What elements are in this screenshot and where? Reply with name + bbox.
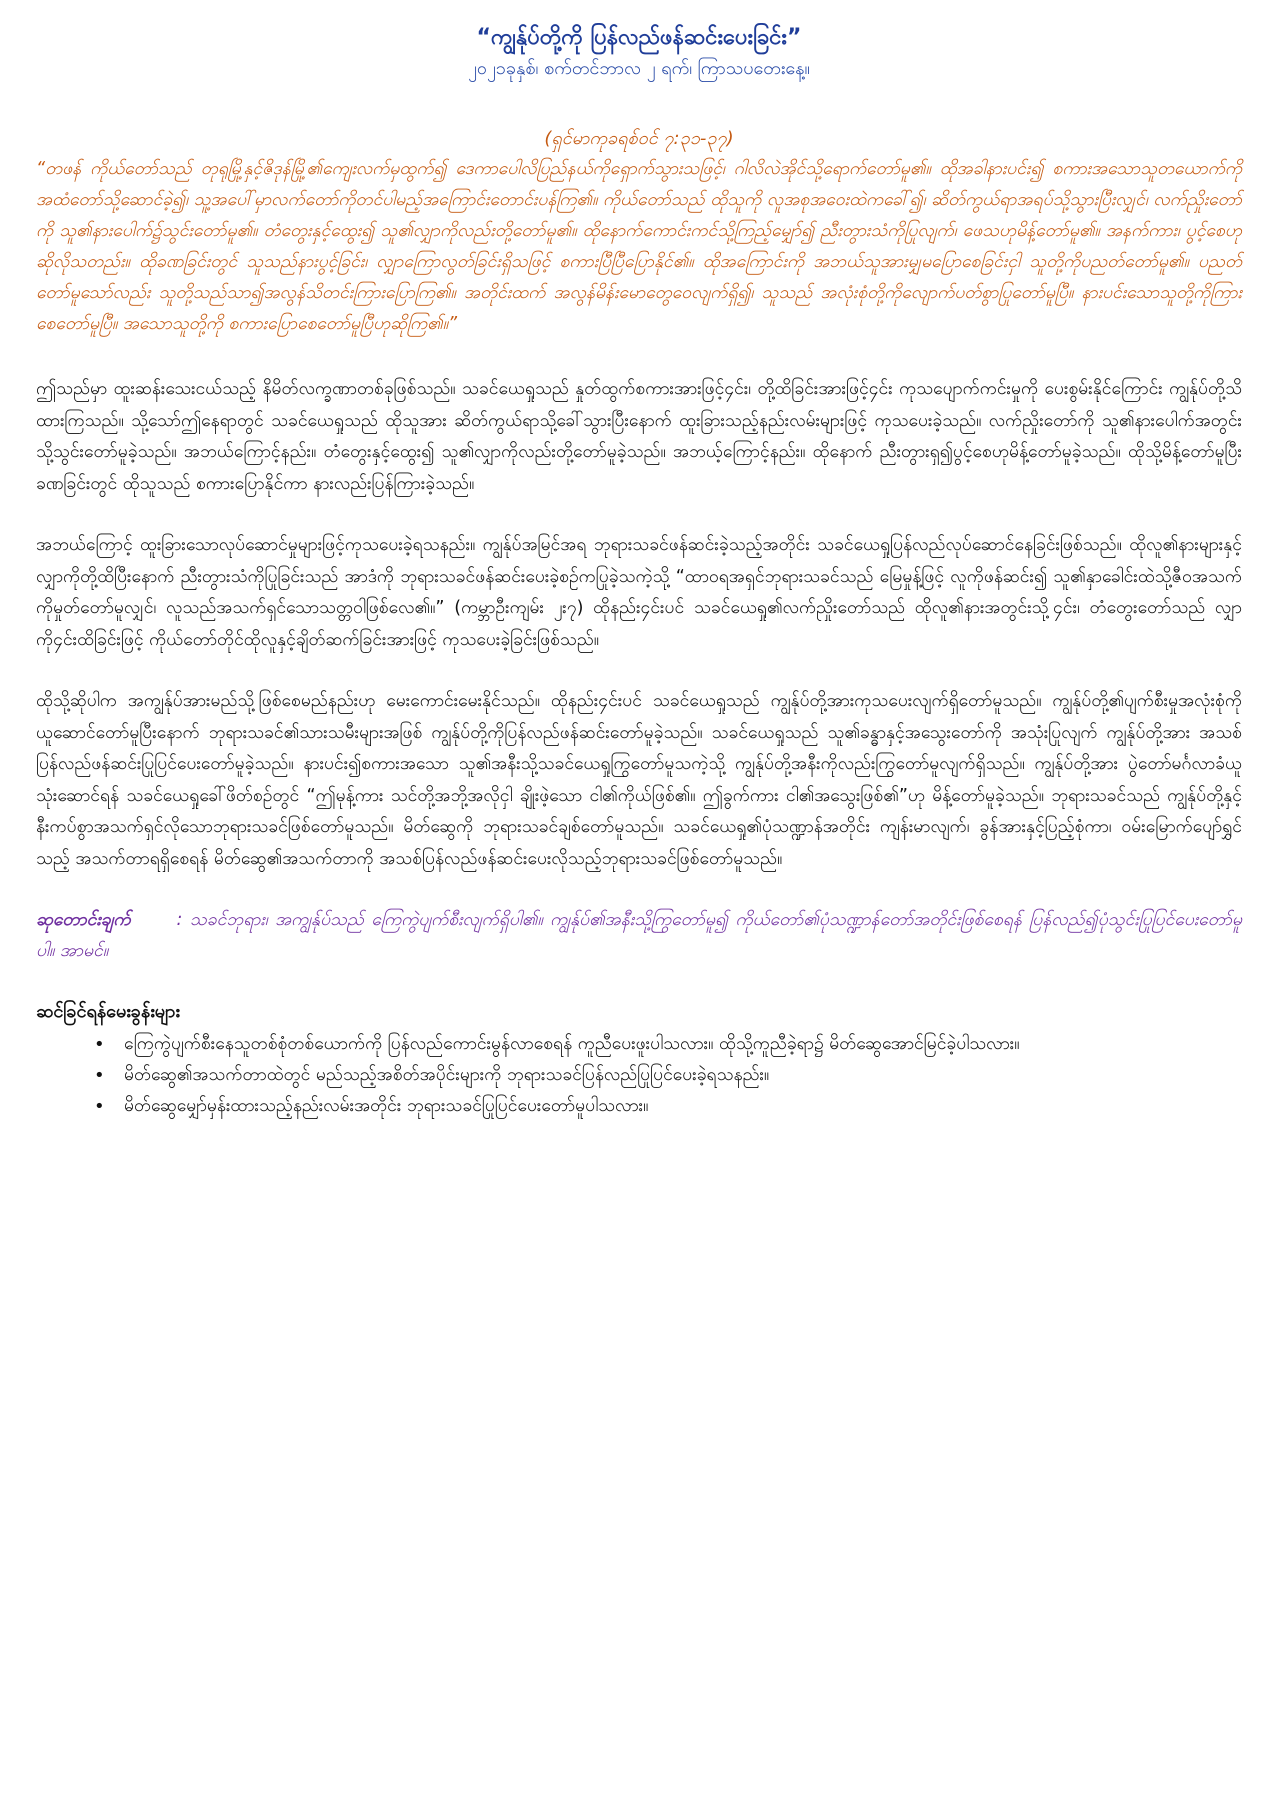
question-text: ကြေကွဲပျက်စီးနေသူတစ်စုံတစ်ယောက်ကို ပြန်လည်ကောင်းမွန်လာစေရန် ကူညီပေးဖူးပါသလား။ ထိုသို့ကူညီခဲ့ရာ၌ မိတ်ဆွေအောင်မြင်ခဲ့ပါသလား။ [124, 1034, 1020, 1054]
prayer-label: ဆုတောင်းချက် [36, 910, 131, 930]
body-paragraph-2: အဘယ်ကြောင့် ထူးခြားသောလုပ်ဆောင်မှုများဖြင့်ကုသပေးခဲ့ရသနည်း။ ကျွန်ုပ်အမြင်အရ ဘုရားသခင်ဖန်ဆင်းခဲ့သည့်အတိုင်း သခင်ယေရှုပြန်လည်လုပ်ဆောင်နေခြင်းဖြစ်သည်။ ထိုလူ၏နားများနှင့်လျှာကိုတို့ထိပြီးနောက် ညီးတွားသံကိုပြုခြင်းသည် အာဒံကို ဘုရားသခင်ဖန်ဆင်းပေးခဲ့စဉ်ကပြုခဲ့သကဲ့သို့ “ထာဝရအရှင်ဘုရားသခင်သည် မြေမှုန့်ဖြင့် လူကိုဖန်ဆင်း၍ သူ၏နှာခေါင်းထဲသို့ဇီဝအသက်ကိုမှုတ်တော်မူလျှင်၊ လူသည်အသက်ရှင်သောသတ္တဝါဖြစ်လေ၏။” (ကမ္ဘာဦးကျမ်း ၂း၇) ထိုနည်း၄င်းပင် သခင်ယေရှု၏လက်ညှိုးတော်သည် ထိုလူ၏နားအတွင်းသို့၄င်း၊ တံတွေးတော်သည် လျှာကို၄င်းထိခြင်းဖြင့် ကိုယ်တော်တိုင်ထိုလူနှင့်ချိတ်ဆက်ခြင်းအားဖြင့် ကုသပေးခဲ့ခြင်းဖြစ်သည်။ [36, 535, 1242, 650]
body-paragraph-1: ဤသည်မှာ ထူးဆန်းသေးငယ်သည့် နိမိတ်လက္ခဏာတစ်ခုဖြစ်သည်။ သခင်ယေရှုသည် နှုတ်ထွက်စကားအားဖြင့်၄င်း၊ တို့ထိခြင်းအားဖြင့်၄င်း ကုသပျောက်ကင်းမှုကို ပေးစွမ်းနိုင်ကြောင်း ကျွန်ုပ်တို့သိထားကြသည်။ သို့သော်ဤနေရာတွင် သခင်ယေရှုသည် ထိုသူအား ဆိတ်ကွယ်ရာသို့ခေါ်သွားပြီးနောက် ထူးခြားသည့်နည်းလမ်းများဖြင့် ကုသပေးခဲ့သည်။ လက်ညှိုးတော်ကို သူ၏နားပေါက်အတွင်းသို့သွင်းတော်မူခဲ့သည်။ အဘယ်ကြောင့်နည်း။ တံတွေးနှင့်ထွေး၍ သူ၏လျှာကိုလည်းတို့တော်မူခဲ့သည်။ အဘယ့်ကြောင့်နည်း။ ထိုနောက် ညီးတွားရှ၍ပွင့်စေဟုမိန့်တော်မူခဲ့သည်။ ထိုသို့မိန့်တော်မူပြီးခဏခြင်းတွင် ထိုသူသည် စကားပြောနိုင်ကာ နားလည်းပြန်ကြားခဲ့သည်။ [36, 379, 1242, 494]
scripture-text: “တဖန် ကိုယ်တော်သည် တုရုမြို့နှင့်ဇိဒုန်မြို့၏ကျေးလက်မှထွက်၍ ဒေကာပေါလိပြည်နယ်ကိုရှောက်သွားသဖြင့်၊ ဂါလိလဲအိုင်သို့ရောက်တော်မူ၏။ ထိုအခါနားပင်း၍ စကားအသောသူတယောက်ကို အထံတော်သို့ဆောင်ခဲ့၍၊ သူ့အပေါ်မှာလက်တော်ကိုတင်ပါမည့်အကြောင်းတောင်းပန်ကြ၏။ ကိုယ်တော်သည် ထိုသူကို လူအစုအဝေးထဲကခေါ်၍၊ ဆိတ်ကွယ်ရာအရပ်သို့သွားပြီးလျှင်၊ လက်ညှိုးတော်ကို သူ၏နားပေါက်၌သွင်းတော်မူ၏။ တံတွေးနှင့်ထွေး၍ သူ၏လျှာကိုလည်းတို့တော်မူ၏။ ထိုနောက်ကောင်းကင်သို့ကြည့်မျှော်၍ ညီးတွားသံကိုပြုလျက်၊ ဖေသဟုမိန့်တော်မူ၏။ အနက်ကား၊ ပွင့်စေဟုဆိုလိုသတည်း။ ထိုခဏခြင်းတွင် သူသည်နားပွင့်ခြင်း၊ လျှာကြောလွတ်ခြင်းရှိသဖြင့် စကားပြီပြီပြောနိုင်၏။ ထိုအကြောင်းကို အဘယ်သူအားမျှမပြောစေခြင်းငှါ သူတို့ကိုပညတ်တော်မူ၏။ ပညတ်တော်မူသော်လည်း သူတို့သည်သာ၍အလွန်သိတင်းကြားပြောကြ၏။ အတိုင်းထက် အလွန်မိန်းမောတွေဝေလျက်ရှိ၍၊ သူသည် အလုံးစုံတို့ကိုလျောက်ပတ်စွာပြုတော်မူပြီ။ နားပင်းသောသူတို့ကိုကြားစေတော်မူပြီ။ အသောသူတို့ကို စကားပြောစေတော်မူပြီဟုဆိုကြ၏။” [36, 159, 1242, 334]
list-item [94, 1029, 1242, 1060]
prayer-text: : သခင်ဘုရား၊ အကျွန်ုပ်သည် ကြေကွဲပျက်စီးလျက်ရှိပါ၏။ ကျွန်ုပ်၏အနီးသို့ကြွတော်မူ၍ ကိုယ်တော်၏ပုံသဏ္ဍာန်တော်အတိုင်းဖြစ်စေရန် ပြန်လည်၍ပုံသွင်းပြုပြင်ပေးတော်မူပါ။ အာမင်။ [36, 910, 1242, 961]
devotional-page [36, 22, 1242, 1122]
questions-heading: ဆင်ခြင်ရန်မေးခွန်းများ [36, 1001, 180, 1022]
scripture-reference: (ရှင်မာကုခရစ်ဝင် ၇:၃၁-၃၇) [544, 128, 734, 149]
bullet-icon: • [94, 1065, 105, 1086]
bullet-icon: • [94, 1034, 105, 1055]
prayer [36, 905, 1242, 967]
body-paragraph-3: ထိုသို့ဆိုပါက အကျွန်ုပ်အားမည်သို့ဖြစ်စေမည်နည်းဟု မေးကောင်းမေးနိုင်သည်။ ထိုနည်း၄င်းပင် သခင်ယေရှုသည် ကျွန်ုပ်တို့အားကုသပေးလျက်ရှိတော်မူသည်။ ကျွန်ုပ်တို့၏ပျက်စီးမှုအလုံးစုံကို ယူဆောင်တော်မူပြီးနောက် ဘုရားသခင်၏သားသမီးများအဖြစ် ကျွန်ုပ်တို့ကိုပြန်လည်ဖန်ဆင်းတော်မူခဲ့သည်။ သခင်ယေရှုသည် သူ၏ခန္ဓာနှင့်အသွေးတော်ကို အသုံးပြုလျက် ကျွန်ုပ်တို့အား အသစ်ပြန်လည်ဖန်ဆင်းပြုပြင်ပေးတော်မူခဲ့သည်။ နားပင်း၍စကားအသော သူ၏အနီးသို့သခင်ယေရှုကြွတော်မူသကဲ့သို့ ကျွန်ုပ်တို့အနီးကိုလည်းကြွတော်မူလျက်ရှိသည်။ ကျွန်ုပ်တို့အား ပွဲတော်မင်္ဂလာခံယူသုံးဆောင်ရန် သခင်ယေရှုခေါ်ဖိတ်စဉ်တွင် “ဤမုန့်ကား သင်တို့အဘို့အလိုငှါ ချိုးဖဲ့သော ငါ၏ကိုယ်ဖြစ်၏။ ဤခွက်ကား ငါ၏အသွေးဖြစ်၏”ဟု မိန့်တော်မူခဲ့သည်။ ဘုရားသခင်သည် ကျွန်ုပ်တို့နှင့်နီးကပ်စွာအသက်ရှင်လိုသောဘုရားသခင်ဖြစ်တော်မူသည်။ မိတ်ဆွေကို ဘုရားသခင်ချစ်တော်မူသည်။ သခင်ယေရှု၏ပုံသဏ္ဍာန်အတိုင်း ကျန်းမာလျက်၊ ခွန်အားနှင့်ပြည့်စုံကာ၊ ဝမ်းမြောက်ပျော်ရွှင်သည့် အသက်တာရရှိစေရန် မိတ်ဆွေ၏အသက်တာကို အသစ်ပြန်လည်ဖန်ဆင်းပေးလိုသည့်ဘုရားသခင်ဖြစ်တော်မူသည်။ [36, 691, 1242, 869]
bullet-icon: • [94, 1096, 105, 1117]
page-title: “ကျွန်ုပ်တို့ကို ပြန်လည်ဖန်ဆင်းပေးခြင်း” [476, 25, 802, 50]
list-item [94, 1091, 1242, 1122]
question-text: မိတ်ဆွေ၏အသက်တာထဲတွင် မည်သည့်အစိတ်အပိုင်းများကို ဘုရားသခင်ပြန်လည်ပြုပြင်ပေးခဲ့ရသနည်း။ [124, 1065, 770, 1085]
date-line: ၂၀၂၁ခုနှစ်၊ စက်တင်ဘာလ ၂ ရက်၊ ကြာသပတေးနေ့။ [468, 58, 810, 79]
questions-list [36, 1029, 1242, 1122]
question-text: မိတ်ဆွေမျှော်မှန်းထားသည့်နည်းလမ်းအတိုင်း ဘုရားသခင်ပြုပြင်ပေးတော်မူပါသလား။ [124, 1096, 649, 1116]
list-item [94, 1060, 1242, 1091]
